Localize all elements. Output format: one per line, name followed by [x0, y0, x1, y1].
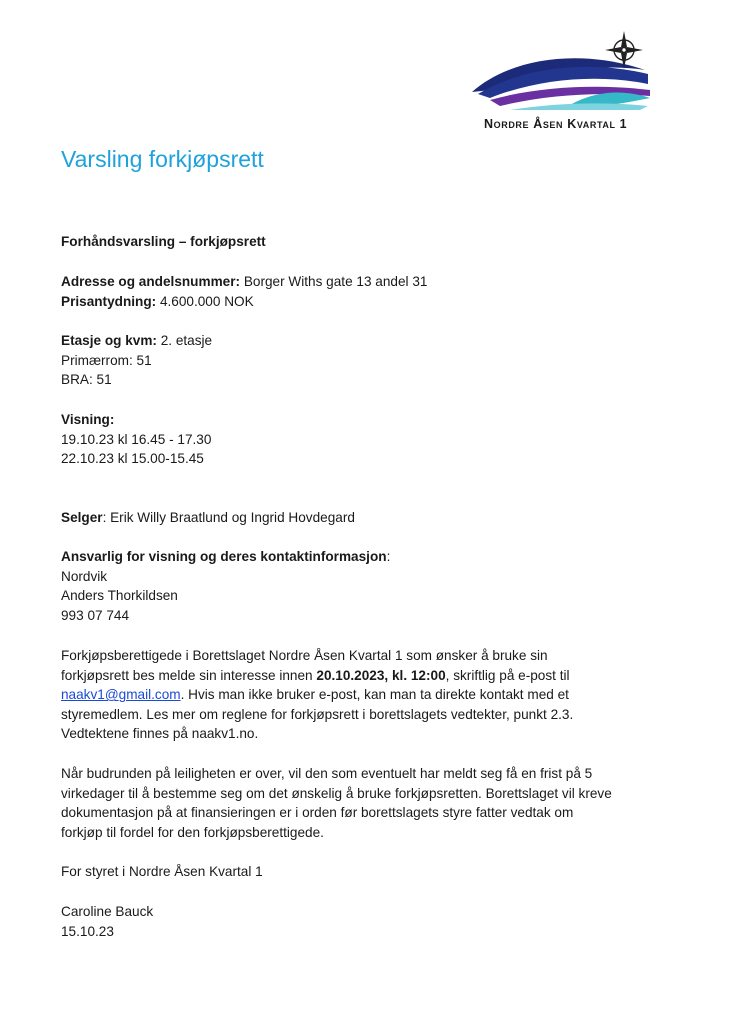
paragraph-line: virkedager til å bestemme seg om det ønskelig å bruke forkjøpsretten. Borettslaget vil kreve	[61, 785, 612, 801]
address-value: Borger Withs gate 13 andel 31	[243, 274, 428, 289]
section-heading: Forhåndsvarsling – forkjøpsrett	[61, 234, 266, 249]
closing-block	[61, 862, 701, 882]
viewing-label: Visning:	[61, 412, 115, 427]
seller-label: Selger	[61, 510, 103, 525]
paragraph-line: Vedtektene finnes på naakv1.no.	[61, 726, 259, 742]
logo-text: Nordre Åsen Kvartal 1	[484, 117, 628, 131]
closing-line: For styret i Nordre Åsen Kvartal 1	[61, 864, 263, 879]
paragraph-line: Forkjøpsberettigede i Borettslaget Nordre Åsen Kvartal 1 som ønsker å bruke sin	[61, 648, 548, 663]
contact-block	[61, 547, 701, 625]
floor-value: 2. etasje	[160, 333, 213, 348]
viewing-date: 19.10.23 kl 16.45 - 17.30	[61, 431, 212, 447]
primary-room: Primærrom: 51	[61, 352, 152, 368]
deadline: 20.10.2023, kl. 12:00	[316, 667, 446, 683]
bra-value: BRA: 51	[61, 372, 112, 388]
contact-label-suffix: :	[386, 549, 391, 564]
signature-date: 15.10.23	[61, 923, 114, 939]
paragraph-line: Når budrunden på leiligheten er over, vil den som eventuelt har meldt seg få en frist på 5	[61, 766, 593, 781]
price-label: Prisantydning:	[61, 293, 157, 309]
contact-line: 993 07 744	[61, 607, 130, 623]
text-span: forkjøpsrett bes melde sin interesse innen	[61, 667, 317, 683]
paragraph-line	[61, 685, 701, 705]
seller-block	[61, 508, 701, 528]
paragraph-interest	[61, 646, 701, 744]
paragraph-line: dokumentasjon på at finansieringen er i orden før borettslagets styre fatter vedtak om	[61, 805, 574, 821]
heading-block	[61, 232, 701, 252]
text-span: . Hvis man ikke bruker e-post, kan man ta direkte kontakt med et	[180, 687, 569, 703]
viewing-block	[61, 410, 701, 469]
paragraph-line: forkjøp til fordel for den forkjøpsberettigede.	[61, 824, 324, 840]
contact-line: Anders Thorkildsen	[61, 588, 178, 604]
compass-wave-logo-icon	[470, 28, 680, 118]
logo	[470, 28, 680, 138]
seller-value: : Erik Willy Braatlund og Ingrid Hovdegard	[102, 510, 355, 525]
paragraph-line	[61, 666, 701, 686]
paragraph-line: styremedlem. Les mer om reglene for forkjøpsrett i borettslagets vedtekter, punkt 2.3.	[61, 706, 574, 722]
address-price-block	[61, 272, 701, 311]
email-link[interactable]: naakv1@gmail.com	[61, 687, 181, 703]
address-label: Adresse og andelsnummer:	[61, 274, 241, 289]
price-value: 4.600.000 NOK	[159, 293, 254, 309]
viewing-date: 22.10.23 kl 15.00-15.45	[61, 451, 204, 467]
text-span: , skriftlig på e-post til	[445, 667, 570, 683]
floor-block	[61, 331, 701, 390]
page-title: Varsling forkjøpsrett	[61, 146, 264, 172]
signature-name: Caroline Bauck	[61, 904, 154, 919]
signature-block	[61, 902, 701, 941]
paragraph-bidding	[61, 764, 701, 842]
contact-line: Nordvik	[61, 568, 108, 584]
contact-label: Ansvarlig for visning og deres kontaktinformasjon	[61, 549, 387, 564]
floor-label: Etasje og kvm:	[61, 333, 157, 348]
